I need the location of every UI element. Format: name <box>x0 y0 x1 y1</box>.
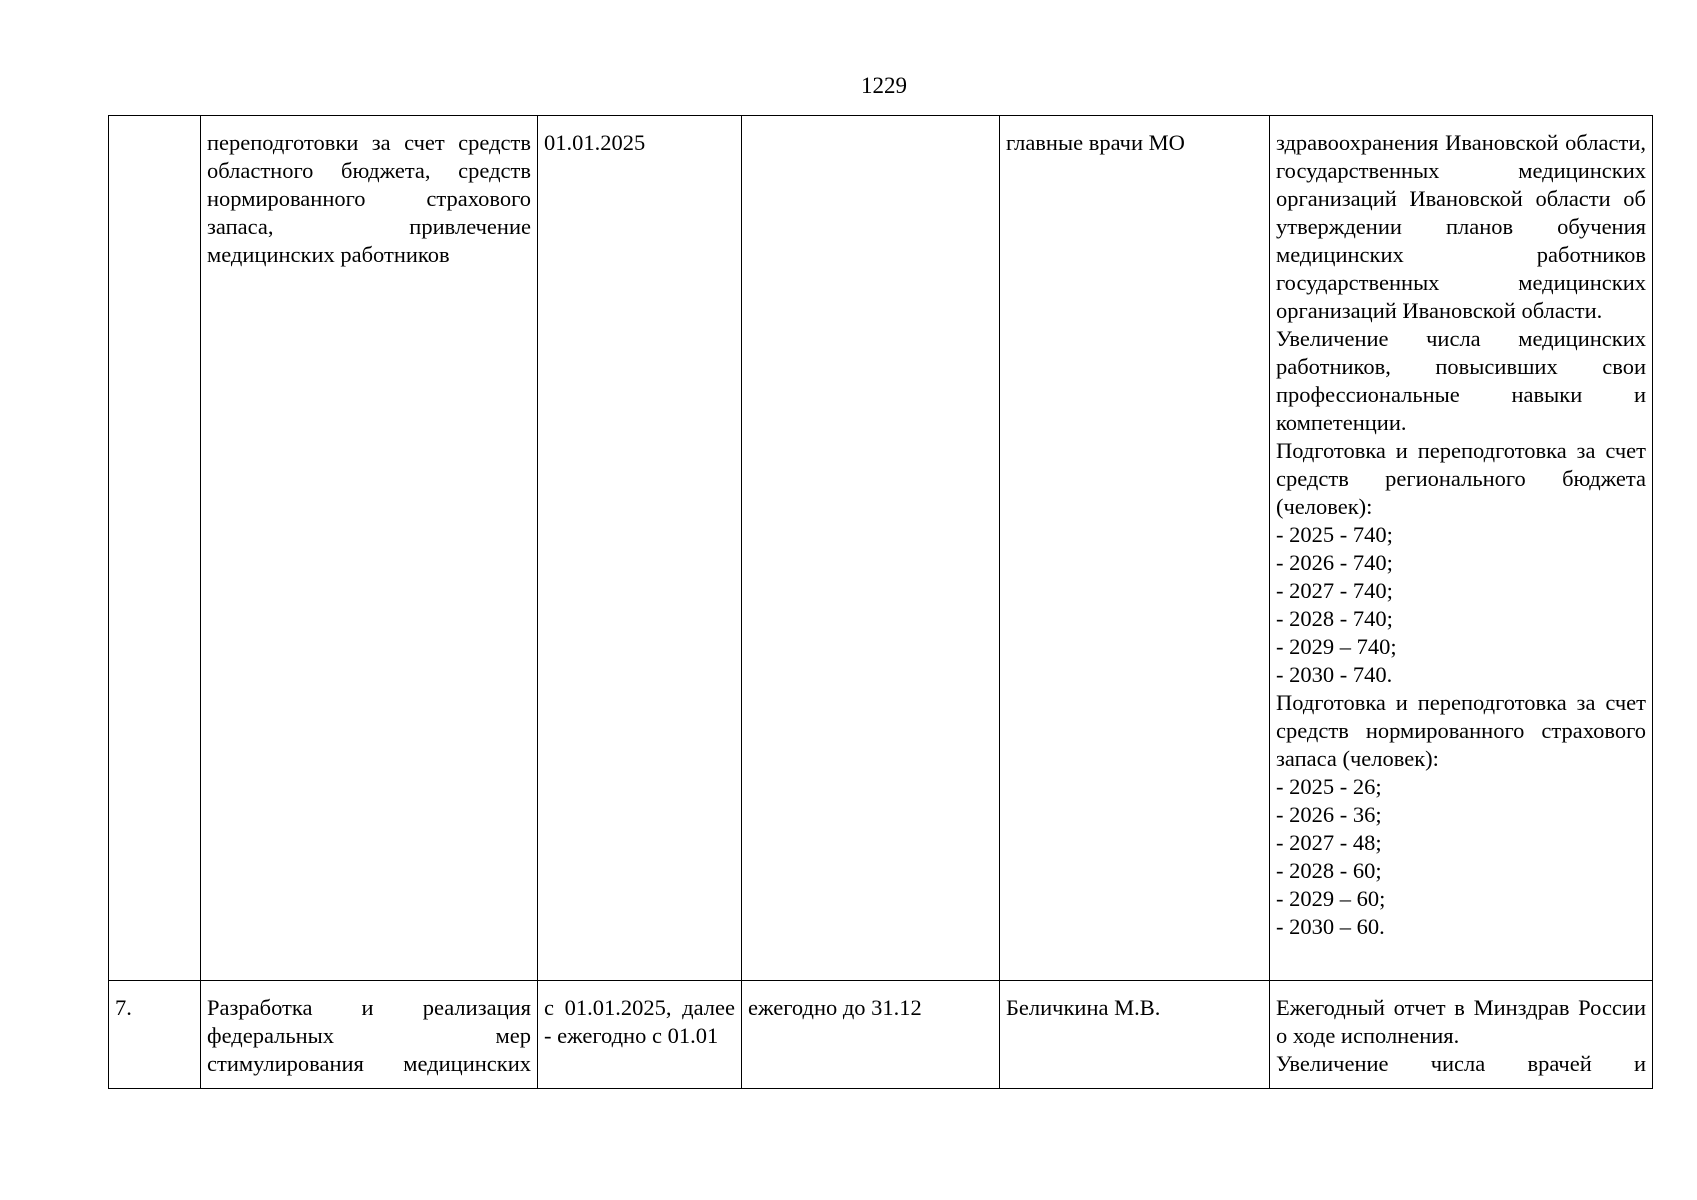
list-item: - 2026 - 740; <box>1276 550 1393 575</box>
result-paragraph: Увеличение числа медицинских работников, повысивших свои профессиональные навыки и компетенции. <box>1276 326 1646 435</box>
result-paragraph: Ежегодный отчет в Минздрав России о ходе исполнения. <box>1276 995 1646 1048</box>
list-item: - 2029 – 60; <box>1276 886 1386 911</box>
cell-end-date <box>742 981 1000 1089</box>
responsible-text: главные врачи МО <box>1006 130 1185 155</box>
list-item: - 2030 - 740. <box>1276 662 1393 687</box>
table-row <box>109 981 1653 1089</box>
cell-number: 7. <box>109 981 201 1089</box>
list-item: - 2029 – 740; <box>1276 634 1397 659</box>
cell-start-date <box>538 981 742 1089</box>
measures-table <box>108 115 1653 1089</box>
cell-result <box>1270 981 1653 1089</box>
cell-start-date <box>538 116 742 981</box>
list-item: - 2028 - 740; <box>1276 606 1393 631</box>
cell-action <box>201 116 538 981</box>
list-item: - 2030 – 60. <box>1276 914 1385 939</box>
page-number: 1229 <box>861 73 907 98</box>
list-item: - 2027 - 48; <box>1276 830 1382 855</box>
result-paragraph: здравоохранения Ивановской области, государственных медицинских организаций Ивановской области об утверждении планов обучения медицинских работников государственных медицинских организаций Ивановской области. <box>1276 130 1646 323</box>
start-date-text: 01.01.2025 <box>544 130 646 155</box>
cell-end-date <box>742 116 1000 981</box>
list-item: - 2025 - 26; <box>1276 774 1382 799</box>
cell-action <box>201 981 538 1089</box>
action-text: переподготовки за счет средств областного бюджета, средств нормированного страхового запаса, привлечение медицинских работников <box>207 130 531 267</box>
action-text: Разработка и реализация федеральных мер стимулирования медицинских <box>207 995 531 1076</box>
list-item: - 2028 - 60; <box>1276 858 1382 883</box>
cell-number <box>109 116 201 981</box>
result-paragraph: Подготовка и переподготовка за счет средств нормированного страхового запаса (человек): <box>1276 690 1646 771</box>
cell-responsible <box>1000 981 1270 1089</box>
list-item: - 2025 - 740; <box>1276 522 1393 547</box>
list-item: - 2027 - 740; <box>1276 578 1393 603</box>
table-row <box>109 116 1653 981</box>
end-date-text: ежегодно до 31.12 <box>748 995 922 1020</box>
cell-responsible <box>1000 116 1270 981</box>
result-paragraph: Увеличение числа врачей и <box>1276 1051 1646 1076</box>
start-date-text: с 01.01.2025, далее - ежегодно с 01.01 <box>544 995 735 1048</box>
result-paragraph: Подготовка и переподготовка за счет средств регионального бюджета (человек): <box>1276 438 1646 519</box>
responsible-text: Беличкина М.В. <box>1006 995 1161 1020</box>
cell-result <box>1270 116 1653 981</box>
list-item: - 2026 - 36; <box>1276 802 1382 827</box>
